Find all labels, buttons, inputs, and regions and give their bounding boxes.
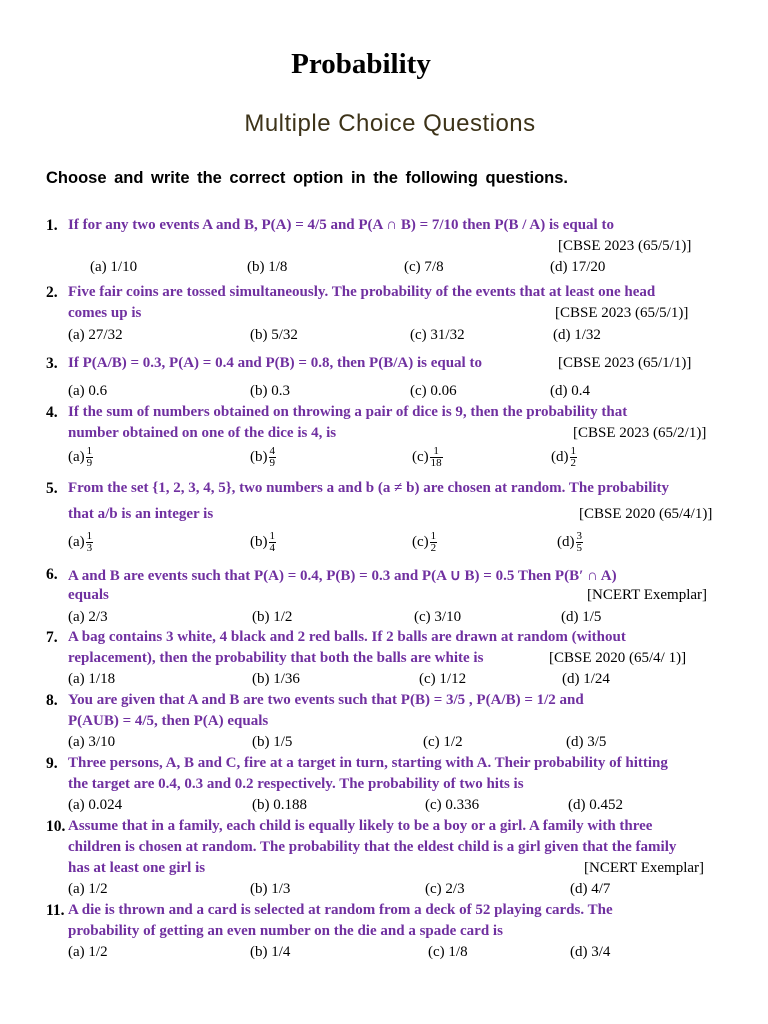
question-text: If for any two events A and B, P(A) = 4/5 and P(A ∩ B) = 7/10 then P(B / A) is equal to bbox=[68, 217, 614, 233]
section-subtitle: Multiple Choice Questions bbox=[244, 110, 536, 137]
answer-option[interactable]: (c) $\frac{1}{18}$ bbox=[412, 445, 442, 469]
answer-option[interactable]: (b) 1/36 bbox=[252, 671, 300, 687]
answer-option[interactable]: (c) 1/12 bbox=[419, 671, 467, 687]
answer-option[interactable]: (a) 0.024 bbox=[68, 797, 123, 813]
fraction: $\frac{3}{5}$ bbox=[576, 530, 582, 554]
question-source: [NCERT Exemplar] bbox=[587, 587, 708, 603]
question-text: that a/b is an integer is bbox=[68, 506, 214, 522]
answer-option[interactable]: (c) 31/32 bbox=[410, 327, 465, 343]
answer-option[interactable]: (c) 3/10 bbox=[414, 609, 462, 625]
answer-option[interactable]: (a) 1/18 bbox=[68, 671, 116, 687]
answer-option[interactable]: (c) 0.06 bbox=[410, 383, 457, 399]
answer-option[interactable]: (b) 5/32 bbox=[250, 327, 298, 343]
question-text: Assume that in a family, each child is equally likely to be a boy or a girl. A family with three bbox=[68, 818, 653, 834]
question-text: Three persons, A, B and C, fire at a target in turn, starting with A. Their probability of hitting bbox=[68, 755, 668, 771]
answer-option[interactable]: (d) 3/4 bbox=[570, 944, 611, 960]
answer-option[interactable]: (a) $\frac{1}{3}$ bbox=[68, 530, 93, 554]
question-source: [CBSE 2023 (65/5/1)] bbox=[555, 305, 689, 321]
answer-option[interactable]: (a) 3/10 bbox=[68, 734, 116, 750]
question-number: 7. bbox=[46, 629, 58, 646]
question-text: equals bbox=[68, 587, 109, 603]
question-text: the target are 0.4, 0.3 and 0.2 respectively. The probability of two hits is bbox=[68, 776, 524, 792]
fraction: $\frac{1}{2}$ bbox=[570, 445, 576, 469]
answer-option[interactable]: (d) 1/5 bbox=[561, 609, 602, 625]
instruction-text: Choose and write the correct option in the following questions. bbox=[46, 169, 569, 187]
answer-option[interactable]: (b) 1/3 bbox=[250, 881, 291, 897]
question-number: 2. bbox=[46, 284, 58, 301]
answer-option[interactable]: (d) 4/7 bbox=[570, 881, 611, 897]
question-text: You are given that A and B are two events such that P(B) = 3/5 , P(A/B) = 1/2 and bbox=[68, 692, 584, 708]
question-text: From the set {1, 2, 3, 4, 5}, two numbers a and b (a ≠ b) are chosen at random. The probability bbox=[68, 480, 670, 496]
answer-option[interactable]: (d) $\frac{3}{5}$ bbox=[557, 530, 582, 554]
fraction: $\frac{1}{18}$ bbox=[430, 445, 442, 469]
answer-option[interactable]: (a) 27/32 bbox=[68, 327, 123, 343]
question-number: 6. bbox=[46, 566, 58, 583]
question-number: 10. bbox=[46, 818, 66, 835]
question-source: [CBSE 2023 (65/1/1)] bbox=[558, 355, 692, 371]
question-source: [CBSE 2023 (65/5/1)] bbox=[558, 238, 692, 254]
page-title: Probability bbox=[291, 48, 431, 80]
question-number: 11. bbox=[46, 902, 65, 919]
answer-option[interactable]: (b) $\frac{4}{9}$ bbox=[250, 445, 275, 469]
question-text: children is chosen at random. The probability that the eldest child is a girl given that the family bbox=[68, 839, 677, 855]
question-number: 9. bbox=[46, 755, 58, 772]
question-number: 4. bbox=[46, 404, 58, 421]
question-text: If P(A/B) = 0.3, P(A) = 0.4 and P(B) = 0.8, then P(B/A) is equal to bbox=[68, 355, 482, 371]
question-text: A die is thrown and a card is selected at random from a deck of 52 playing cards. The bbox=[68, 902, 613, 918]
answer-option[interactable]: (b) 1/5 bbox=[252, 734, 293, 750]
fraction: $\frac{1}{4}$ bbox=[269, 530, 275, 554]
question-text: replacement), then the probability that both the balls are white is bbox=[68, 650, 484, 666]
answer-option[interactable]: (c) $\frac{1}{2}$ bbox=[412, 530, 437, 554]
answer-option[interactable]: (d) 0.452 bbox=[568, 797, 623, 813]
answer-option[interactable]: (d) $\frac{1}{2}$ bbox=[551, 445, 576, 469]
answer-option[interactable]: (b) 1/2 bbox=[252, 609, 293, 625]
question-text: If the sum of numbers obtained on throwing a pair of dice is 9, then the probability that bbox=[68, 404, 628, 420]
answer-option[interactable]: (b) 0.3 bbox=[250, 383, 290, 399]
answer-option[interactable]: (d) 1/32 bbox=[553, 327, 601, 343]
question-text: A bag contains 3 white, 4 black and 2 red balls. If 2 balls are drawn at random (without bbox=[68, 629, 626, 645]
question-source: [CBSE 2020 (65/4/1)] bbox=[579, 506, 713, 522]
fraction: $\frac{4}{9}$ bbox=[269, 445, 275, 469]
question-number: 5. bbox=[46, 480, 58, 497]
question-number: 8. bbox=[46, 692, 58, 709]
question-text: P(AUB) = 4/5, then P(A) equals bbox=[68, 713, 269, 729]
answer-option[interactable]: (b) 1/8 bbox=[247, 259, 288, 275]
answer-option[interactable]: (c) 0.336 bbox=[425, 797, 480, 813]
answer-option[interactable]: (a) $\frac{1}{9}$ bbox=[68, 445, 93, 469]
answer-option[interactable]: (d) 3/5 bbox=[566, 734, 607, 750]
answer-option[interactable]: (b) $\frac{1}{4}$ bbox=[250, 530, 275, 554]
question-number: 3. bbox=[46, 355, 58, 372]
answer-option[interactable]: (c) 7/8 bbox=[404, 259, 444, 275]
question-text: Five fair coins are tossed simultaneously. The probability of the events that at least one head bbox=[68, 284, 656, 300]
answer-option[interactable]: (b) 0.188 bbox=[252, 797, 307, 813]
answer-option[interactable]: (c) 2/3 bbox=[425, 881, 465, 897]
answer-option[interactable]: (c) 1/8 bbox=[428, 944, 468, 960]
question-text: probability of getting an even number on the die and a spade card is bbox=[68, 923, 503, 939]
question-number: 1. bbox=[46, 217, 58, 234]
answer-option[interactable]: (a) 1/2 bbox=[68, 881, 108, 897]
answer-option[interactable]: (a) 1/10 bbox=[90, 259, 138, 275]
question-text: has at least one girl is bbox=[68, 860, 206, 876]
question-source: [CBSE 2023 (65/2/1)] bbox=[573, 425, 707, 441]
fraction: $\frac{1}{2}$ bbox=[430, 530, 437, 554]
answer-option[interactable]: (d) 17/20 bbox=[550, 259, 606, 275]
question-text: number obtained on one of the dice is 4, is bbox=[68, 425, 337, 441]
answer-option[interactable]: (a) 0.6 bbox=[68, 383, 108, 399]
fraction: $\frac{1}{9}$ bbox=[86, 445, 93, 469]
question-text: comes up is bbox=[68, 305, 142, 321]
answer-option[interactable]: (c) 1/2 bbox=[423, 734, 463, 750]
question-source: [NCERT Exemplar] bbox=[584, 860, 705, 876]
answer-option[interactable]: (b) 1/4 bbox=[250, 944, 291, 960]
answer-option[interactable]: (a) 1/2 bbox=[68, 944, 108, 960]
answer-option[interactable]: (d) 1/24 bbox=[562, 671, 610, 687]
answer-option[interactable]: (d) 0.4 bbox=[550, 383, 590, 399]
question-source: [CBSE 2020 (65/4/ 1)] bbox=[549, 650, 687, 666]
fraction: $\frac{1}{3}$ bbox=[86, 530, 93, 554]
answer-option[interactable]: (a) 2/3 bbox=[68, 609, 108, 625]
question-text: A and B are events such that P(A) = 0.4, P(B) = 0.3 and P(A ∪ B) = 0.5 Then P(B′ ∩ A) bbox=[68, 568, 617, 584]
